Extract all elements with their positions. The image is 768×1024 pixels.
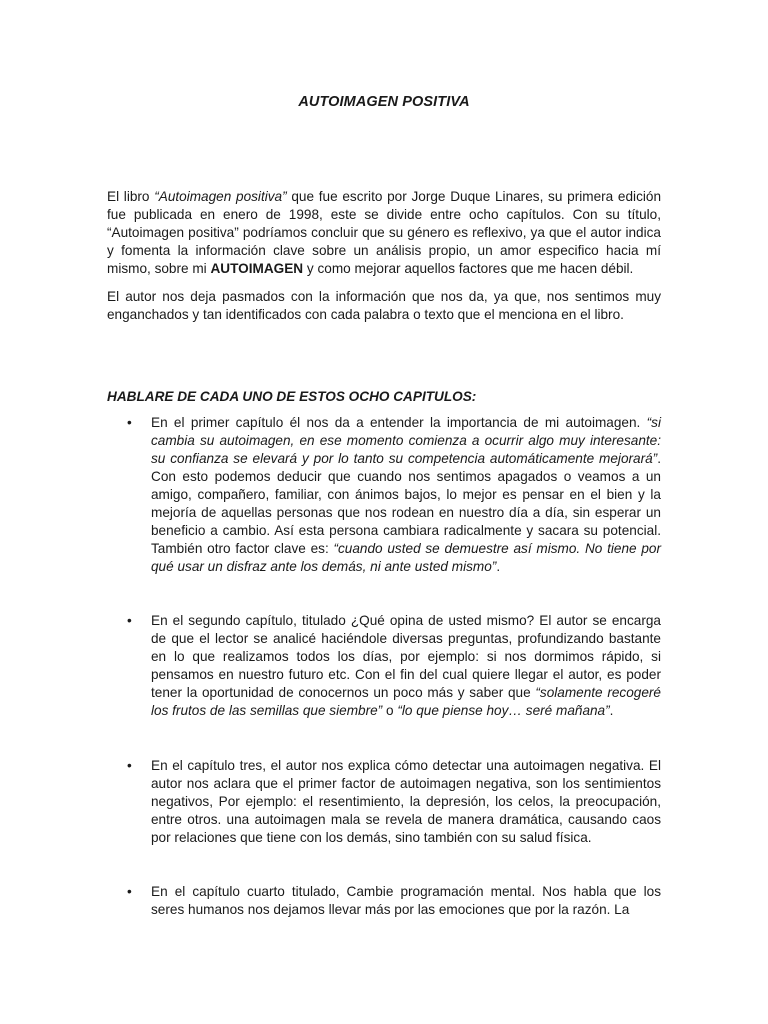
- bullet-text-c: .: [496, 559, 501, 574]
- intro-book-title: “Autoimagen positiva”: [154, 189, 287, 204]
- second-paragraph: El autor nos deja pasmados con la información que nos da, ya que, nos sentimos muy enganchados y tan identificados con cada palabra o texto que el menciona en el libro.: [107, 289, 661, 322]
- bullet-quote-1: “solamente recogeré los frutos de las semillas que siembre”: [151, 685, 661, 718]
- bullet-text: [151, 414, 661, 576]
- bullet-quote-2: “lo que piense hoy… seré mañana”: [397, 703, 610, 718]
- intro-text-b: que fue escrito por Jorge Duque Linares, su primera edición fue publicada en enero de 1998, este se divide entre ocho capítulos. Con su título, “Autoimagen positiva” podríamos concluir que su género es reflexivo, ya que el autor indica y fomenta la información clave sobre un análisis propio, un amor especifico hacia mí mismo, sobre mi: [107, 189, 662, 276]
- bullet-icon: •: [127, 758, 132, 773]
- bullet-icon: •: [127, 613, 132, 628]
- bullet-text: En el capítulo cuarto titulado, Cambie programación mental. Nos habla que los seres humanos nos dejamos llevar más por las emociones que por la razón. La: [151, 884, 661, 917]
- bullet-text: En el capítulo tres, el autor nos explica cómo detectar una autoimagen negativa. El autor nos aclara que el primer factor de autoimagen negativa, son los sentimientos negativos, Por ejemplo: el resentimiento, la depresión, los celos, la preocupación, entre otros. una autoimagen mala se revela de manera dramática, causando caos por relaciones que tiene con los demás, sino también con su salud física.: [151, 758, 661, 845]
- bullet-text-a: En el primer capítulo él nos da a entender la importancia de mi autoimagen.: [151, 415, 647, 430]
- bullet-text-c: .: [609, 703, 614, 718]
- bullet-icon: •: [127, 415, 132, 430]
- intro-paragraph: [107, 188, 661, 278]
- bullet-text-a: En el segundo capítulo, titulado ¿Qué opina de usted mismo? El autor se encarga de que el lector se analicé haciéndole diversas preguntas, profundizando bastante en lo que realizamos todos los días, por ejemplo: si nos dormimos rápido, si pensamos en nuestro futuro etc. Con el fin del cual quiere llegar el autor, es poder tener la oportunidad de conocernos un poco más y saber que: [151, 613, 661, 700]
- document-title: AUTOIMAGEN POSITIVA: [298, 94, 470, 110]
- intro-text-c: y como mejorar aquellos factores que me hacen débil.: [303, 261, 634, 276]
- bullet-quote-2: “cuando usted se demuestre así mismo. No tiene por qué usar un disfraz ante los demás, ni ante usted mismo”: [151, 541, 661, 574]
- bullet-text-b: . Con esto podemos deducir que cuando nos sentimos apagados o veamos a un amigo, compañero, familiar, con ánimos bajos, lo mejor es pensar en el bien y la mejoría de aquellas personas que nos rodean en nuestro día a día, sin esperar un beneficio a cambio. Así esta persona cambiara radicalmente y sacara su potencial. También otro factor clave es:: [151, 451, 661, 556]
- intro-text-a: El libro: [107, 189, 155, 204]
- bullet-text: [151, 612, 661, 720]
- bullet-quote-1: “si cambia su autoimagen, en ese momento comienza a ocurrir algo muy interesante: su confianza se elevará y por lo tanto su competencia automáticamente mejorará”: [151, 415, 661, 466]
- bullet-text-b: o: [382, 703, 398, 718]
- section-heading: HABLARE DE CADA UNO DE ESTOS OCHO CAPITULOS:: [107, 389, 477, 404]
- intro-bold-keyword: AUTOIMAGEN: [210, 261, 304, 276]
- bullet-icon: •: [127, 884, 132, 899]
